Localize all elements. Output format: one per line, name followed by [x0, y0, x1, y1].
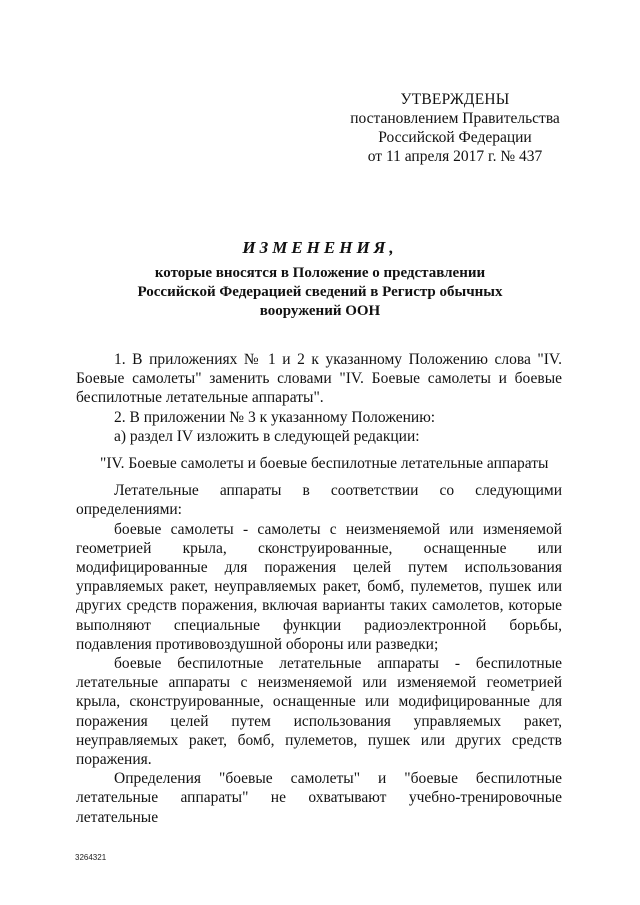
paragraph-5: боевые самолеты - самолеты с неизменяемой или изменяемой геометрией крыла, сконструированные, оснащенные или модифицированные для поражения целей путем использования управляемых ракет, неуправляемых ракет, бомб, пулеметов, пушек или других средств поражения, включая варианты таких самолетов, которые выполняют специальные функции радиоэлектронной борьбы, подавления противовоздушной обороны или разведки;	[76, 520, 562, 653]
heading-line-3: вооружений ООН	[259, 303, 381, 319]
paragraph-4: Летательные аппараты в соответствии со следующими определениями:	[76, 482, 562, 519]
approval-line-1: постановлением Правительства	[350, 110, 560, 127]
paragraph-1: 1. В приложениях № 1 и 2 к указанному Положению слова "IV. Боевые самолеты" заменить словами "IV. Боевые самолеты и боевые беспилотные летательные аппараты".	[76, 351, 562, 407]
approval-line-3: от 11 апреля 2017 г. № 437	[367, 148, 543, 165]
approval-title: УТВЕРЖДЕНЫ	[400, 91, 510, 108]
paragraph-7: Определения "боевые самолеты" и "боевые беспилотные летательные аппараты" не охватывают учебно-тренировочные летательные	[76, 770, 562, 826]
heading-line-1: которые вносятся в Положение о представлении	[154, 265, 486, 281]
document-code: 3264321	[75, 853, 107, 862]
heading-line-2: Российской Федерацией сведений в Регистр обычных	[137, 284, 503, 300]
document-heading	[60, 238, 580, 321]
approval-block	[330, 90, 580, 166]
approval-line-2: Российской Федерации	[378, 129, 532, 146]
paragraph-3: а) раздел IV изложить в следующей редакции:	[114, 427, 420, 445]
section-heading: "IV. Боевые самолеты и боевые беспилотные летательные аппараты	[100, 455, 549, 473]
document-body	[76, 350, 562, 827]
paragraph-2: 2. В приложении № 3 к указанному Положению:	[114, 408, 436, 426]
document-title: ИЗМЕНЕНИЯ,	[242, 238, 398, 257]
paragraph-6: боевые беспилотные летательные аппараты - беспилотные летательные аппараты с неизменяемой или изменяемой геометрией крыла, сконструированные, оснащенные или модифицированные для поражения целей путем использования управляемых ракет, неуправляемых ракет, бомб, пулеметов, пушек или других средств поражения.	[76, 655, 562, 769]
